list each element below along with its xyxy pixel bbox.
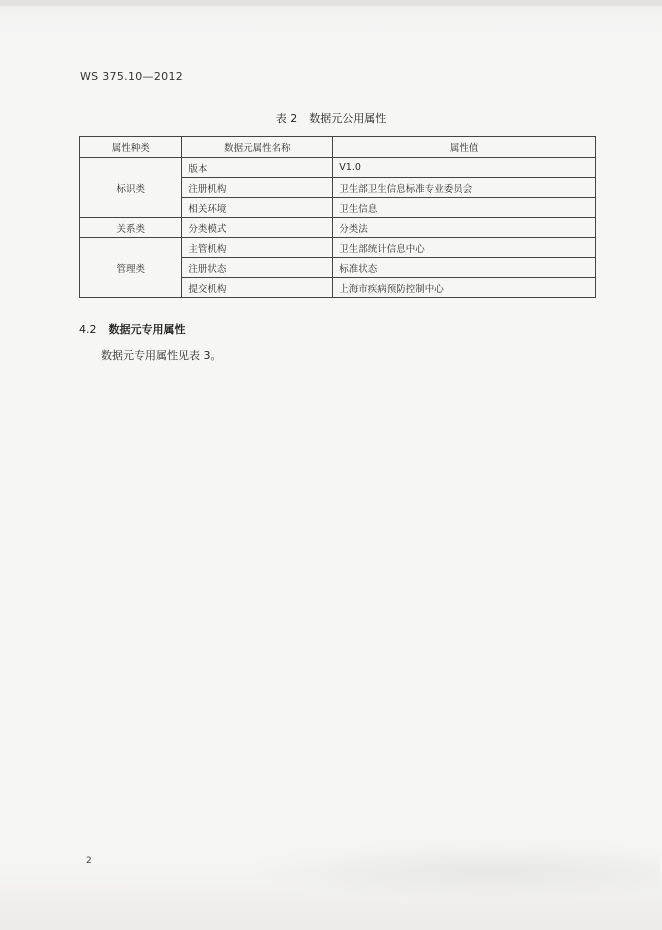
table-header-row xyxy=(80,137,596,158)
attribute-value-cell: 标准状态 xyxy=(333,258,596,278)
category-cell: 标识类 xyxy=(80,158,182,218)
attribute-name-cell: 注册状态 xyxy=(182,258,333,278)
category-cell: 管理类 xyxy=(80,238,182,298)
table-caption-number: 表 2 xyxy=(275,112,298,125)
attribute-value-cell: V1.0 xyxy=(333,158,596,178)
attribute-value-cell: 分类法 xyxy=(333,218,596,238)
column-header-attribute-name: 数据元属性名称 xyxy=(182,137,333,158)
section-paragraph: 数据元专用属性见表 3。 xyxy=(101,349,222,362)
attribute-value-cell: 卫生信息 xyxy=(333,198,596,218)
attribute-name-cell: 提交机构 xyxy=(182,278,333,298)
category-cell: 关系类 xyxy=(80,218,182,238)
section-number: 4.2 xyxy=(79,323,97,336)
table-caption-title: 数据元公用属性 xyxy=(309,112,387,125)
attribute-name-cell: 分类模式 xyxy=(182,218,333,238)
document-code: WS 375.10—2012 xyxy=(80,70,184,83)
attribute-name-cell: 注册机构 xyxy=(182,178,333,198)
column-header-attribute-value: 属性值 xyxy=(333,137,596,158)
attribute-name-cell: 相关环境 xyxy=(182,198,333,218)
attribute-name-cell: 版本 xyxy=(182,158,333,178)
attribute-value-cell: 卫生部统计信息中心 xyxy=(333,238,596,258)
table-row xyxy=(80,238,596,258)
table-row xyxy=(80,158,596,178)
column-header-category: 属性种类 xyxy=(80,137,182,158)
page-number: 2 xyxy=(86,856,92,866)
table-caption xyxy=(0,110,662,126)
attribute-value-cell: 卫生部卫生信息标准专业委员会 xyxy=(333,178,596,198)
scan-bleed-through xyxy=(240,840,660,900)
scan-top-edge xyxy=(0,0,662,6)
section-title: 数据元专用属性 xyxy=(108,323,186,336)
table-row xyxy=(80,218,596,238)
attribute-value-cell: 上海市疾病预防控制中心 xyxy=(333,278,596,298)
attribute-name-cell: 主管机构 xyxy=(182,238,333,258)
section-heading xyxy=(79,321,186,337)
attribute-table xyxy=(79,136,596,298)
